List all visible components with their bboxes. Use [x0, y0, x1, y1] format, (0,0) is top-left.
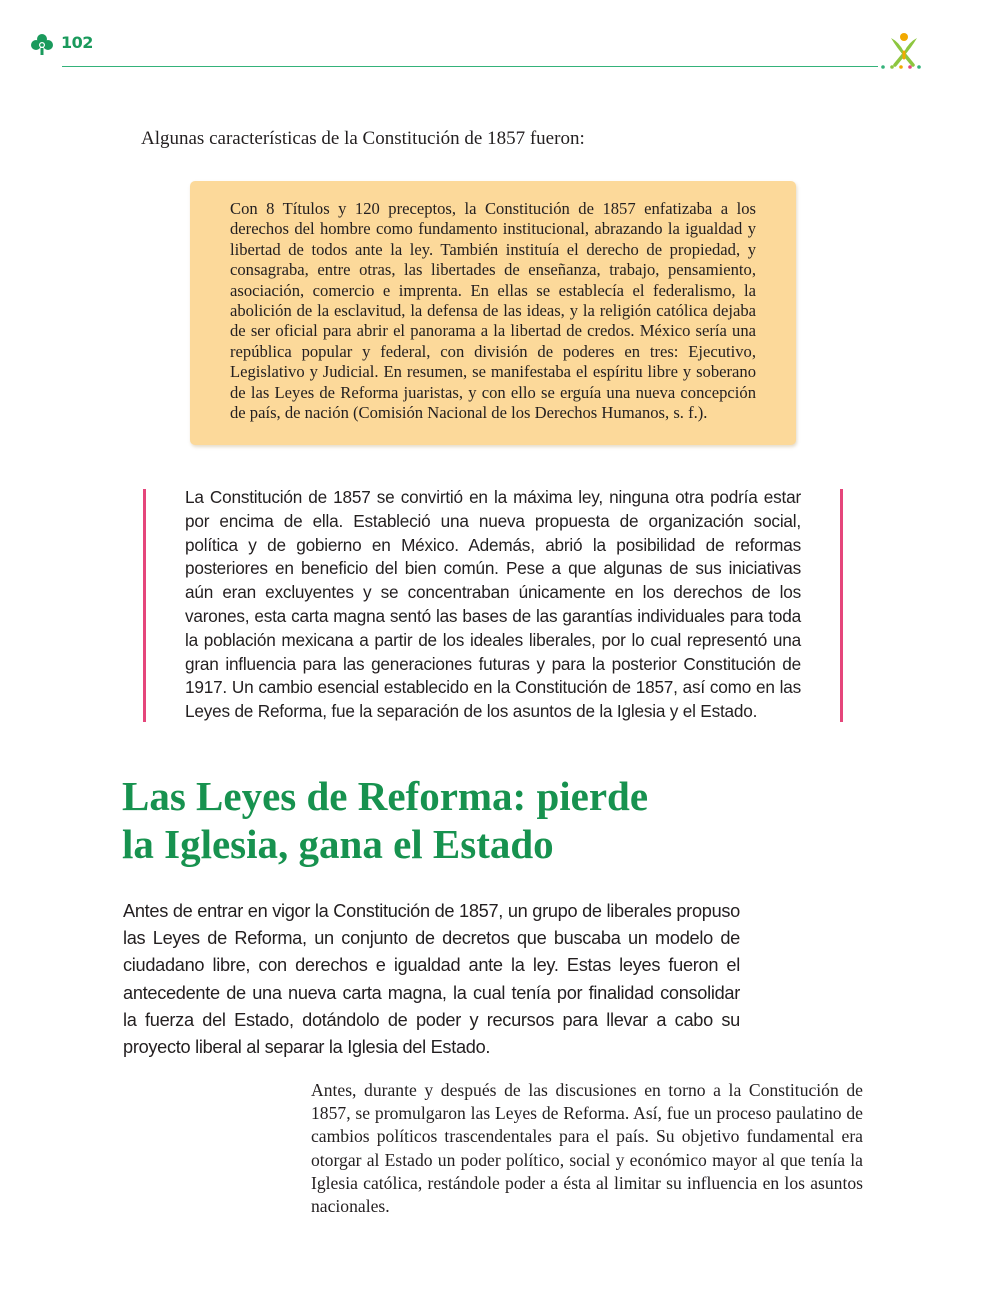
intro-text: Algunas características de la Constitución de 1857 fueron:	[141, 128, 585, 149]
highlight-paragraph: La Constitución de 1857 se convirtió en la máxima ley, ninguna otra podría estar por encima de ella. Estableció una nueva propuesta de organización social, política y de gobierno en México. Además, abrió la posibilidad de reformas posteriores en beneficio del bien común. Pese a que algunas de sus iniciativas aún eran excluyentes y se concentraban únicamente en los derechos de los varones, esta carta magna sentó las bases de las garantías individuales para toda la población mexicana a partir de los ideales liberales, por lo cual representó una gran influencia para las generaciones futuras y para la posterior Constitución de 1917. Un cambio esencial establecido en la Constitución de 1857, así como en las Leyes de Reforma, fue la separación de los asuntos de la Iglesia y el Estado.	[185, 487, 801, 722]
body-paragraph: Antes de entrar en vigor la Constitución de 1857, un grupo de liberales propuso las Leyes de Reforma, un conjunto de decretos que buscaba un modelo de ciudadano libre, con derechos e igualdad ante la ley. Estas leyes fueron el antecedente de una nueva carta magna, la cual tenía por finalidad consolidar la fuerza del Estado, dotándolo de poder y recursos para llevar a cabo su proyecto liberal al separar la Iglesia del Estado.	[123, 901, 740, 1058]
highlight-bar-left	[143, 489, 146, 722]
highlight-bar-right	[840, 489, 843, 722]
side-paragraph: Antes, durante y después de las discusiones en torno a la Constitución de 1857, se promulgaron las Leyes de Reforma. Así, fue un proceso paulatino de cambios políticos trascendentales para el país. Su objetivo fundamental era otorgar al Estado un poder político, social y económico mayor al que tenía la Iglesia católica, restándole poder a ésta al limitar su influencia en los asuntos nacionales.	[311, 1080, 863, 1217]
section-title-line-1: Las Leyes de Reforma: pierde	[122, 773, 649, 819]
page-number: 102	[61, 33, 93, 52]
decorative-dots	[880, 64, 926, 70]
header-rule	[62, 66, 878, 67]
quote-text: Con 8 Títulos y 120 preceptos, la Constitución de 1857 enfatizaba a los derechos del hombre como fundamento institucional, abrazando la igualdad y libertad de todos ante la ley. También instituía el derecho de propiedad, y consagraba, entre otras, las libertades de enseñanza, trabajo, pensamiento, asociación, comercio e imprenta. En ellas se establecía el federalismo, la abolición de la esclavitud, la defensa de las ideas, y la religión católica dejaba de ser oficial para abrir el panorama a la libertad de credos. México sería una república popular y federal, con división de poderes en tres: Ejecutivo, Legislativo y Judicial. En resumen, se manifestaba el espíritu libre y soberano de las Leyes de Reforma juaristas, y con ello se erguía una nueva concepción de país, de nación (Comisión Nacional de los Derechos Humanos, s. f.).	[230, 199, 756, 423]
green-clover-logo-icon	[30, 33, 54, 55]
section-title-line-2: la Iglesia, gana el Estado	[122, 821, 554, 867]
person-leaf-emblem-icon	[885, 32, 923, 68]
section-title	[122, 772, 722, 868]
